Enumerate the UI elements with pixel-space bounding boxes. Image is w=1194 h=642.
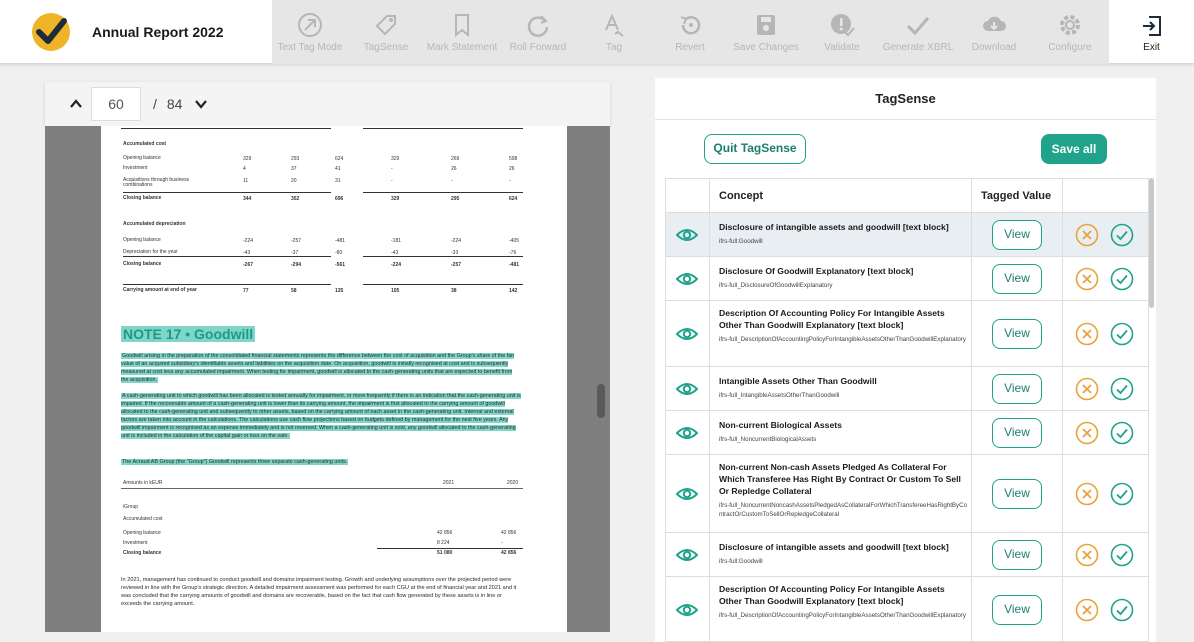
concept-qname: ifrs-full:Goodwill xyxy=(719,238,763,245)
table-row[interactable] xyxy=(666,455,1149,533)
concept-label: Non-current Biological Assets xyxy=(719,420,842,430)
document-table-row: Opening balance -224 -257 -481 -181 -224 -405 xyxy=(123,237,520,244)
bookmark-icon xyxy=(449,12,475,38)
concept-qname: ifrs-full_NoncurrentBiologicalAssets xyxy=(719,436,817,443)
toolbar xyxy=(272,0,1109,64)
reject-icon[interactable] xyxy=(1075,267,1099,291)
table-row[interactable] xyxy=(666,213,1149,257)
panel-scrollbar[interactable] xyxy=(1149,178,1154,308)
concept-qname: ifrs-full_IntangibleAssetsOtherThanGoodwill xyxy=(719,392,840,399)
tool-label: Download xyxy=(971,42,1017,53)
column-concept: Concept xyxy=(719,190,763,202)
document-table-row: Acquisitions through business combinations 11 20 31 - - - xyxy=(123,177,511,188)
table-row[interactable] xyxy=(666,577,1149,642)
concept-cell xyxy=(719,419,969,444)
concept-cell xyxy=(719,221,969,246)
page-separator: / xyxy=(153,96,157,112)
view-button[interactable]: View xyxy=(992,595,1042,625)
concept-label: Non-current Non-cash Assets Pledged As Collateral For Which Transferee Has Right By Contract Or Custom To Sell Or Repledge Collateral xyxy=(719,462,961,496)
reject-icon[interactable] xyxy=(1075,377,1099,401)
tool-label: Validate xyxy=(824,42,860,53)
generate-xbrl-button[interactable] xyxy=(880,0,956,64)
document-table-row: iGroup xyxy=(123,504,139,510)
panel-title: TagSense xyxy=(655,78,1156,120)
quit-tagsense-button[interactable]: Quit TagSense xyxy=(704,134,806,164)
revert-icon xyxy=(677,12,703,38)
tagsense-panel xyxy=(655,78,1156,642)
view-button[interactable]: View xyxy=(992,540,1042,570)
view-button[interactable]: View xyxy=(992,264,1042,294)
concept-label: Disclosure of intangible assets and goodwill [text block] xyxy=(719,542,949,552)
save-icon xyxy=(753,12,779,38)
page-number-input[interactable]: 60 xyxy=(91,87,141,121)
page-navigator xyxy=(45,82,610,126)
revert-button[interactable] xyxy=(652,0,728,64)
validate-button[interactable] xyxy=(804,0,880,64)
text-tag-icon xyxy=(297,12,323,38)
concept-cell xyxy=(719,375,969,400)
amounts-header: Amounts in kEUR 2021 2020 xyxy=(123,480,519,486)
reject-icon[interactable] xyxy=(1075,421,1099,445)
tool-label: Tag xyxy=(605,42,623,53)
document-table-row: Carrying amount at end of year 77 58 135 105 38 142 xyxy=(123,287,518,294)
reject-icon[interactable] xyxy=(1075,543,1099,567)
eye-icon[interactable] xyxy=(676,326,698,342)
document-viewer xyxy=(45,82,610,632)
table-row[interactable] xyxy=(666,257,1149,301)
tool-label: Save Changes xyxy=(733,42,799,53)
column-tagged-value: Tagged Value xyxy=(981,190,1052,202)
accept-icon[interactable] xyxy=(1110,598,1134,622)
eye-icon[interactable] xyxy=(676,602,698,618)
document-frame xyxy=(45,126,610,632)
tool-label: Generate XBRL xyxy=(882,42,954,53)
note-title: NOTE 17 • Goodwill xyxy=(123,326,254,342)
chevron-up-icon[interactable] xyxy=(69,97,83,111)
document-table-row: Accumulated depreciation xyxy=(123,221,186,227)
eye-icon[interactable] xyxy=(676,227,698,243)
accept-icon[interactable] xyxy=(1110,267,1134,291)
tagsense-button[interactable] xyxy=(348,0,424,64)
reject-icon[interactable] xyxy=(1075,322,1099,346)
view-button[interactable]: View xyxy=(992,479,1042,509)
check-icon xyxy=(905,12,931,38)
reject-icon[interactable] xyxy=(1075,223,1099,247)
concept-qname: ifrs-full:Goodwill xyxy=(719,558,763,565)
validate-icon xyxy=(829,12,855,38)
accept-icon[interactable] xyxy=(1110,482,1134,506)
app-logo-icon xyxy=(30,12,72,52)
eye-icon[interactable] xyxy=(676,381,698,397)
document-table-row: Closing balance 51 080 42 856 xyxy=(123,550,517,556)
tool-label: Configure xyxy=(1048,42,1092,53)
concept-qname: ifrs-full_DisclosureOfGoodwillExplanatory xyxy=(719,282,833,289)
view-button[interactable]: View xyxy=(992,374,1042,404)
concept-label: Disclosure Of Goodwill Explanatory [text block] xyxy=(719,266,914,276)
document-table-row: Accumulated cost xyxy=(123,141,167,147)
tag-icon xyxy=(601,12,627,38)
accept-icon[interactable] xyxy=(1110,223,1134,247)
concept-label: Intangible Assets Other Than Goodwill xyxy=(719,376,877,386)
view-button[interactable]: View xyxy=(992,220,1042,250)
gear-icon xyxy=(1057,12,1083,38)
table-row[interactable] xyxy=(666,533,1149,577)
download-icon xyxy=(981,12,1007,38)
paragraph-2: A cash-generating unit to which goodwill has been allocated is tested annually for impairment, or more frequently if there is an indication that the cash-generating unit is impaired. If the recoverable amount of a cash-generating unit is lower than its carrying amount, the impairment is first allocated to the carrying amount of goodwill allocated to the cash-generating unit and subsequently to other assets, based on the carrying amount of each asset in the cash-generating unit. Internal and external factors are taken into account in the calculations. The calculations use cash flow projections based on budgets defined by management for the next five years. Any goodwill impairment is recognised as an expense immediately and is not reversed. When a cash-generating unit is sold, any goodwill allocated to the cash-generating unit is included in the calculation of the capital gain or loss on the sale. xyxy=(121,393,521,439)
chevron-down-icon[interactable] xyxy=(194,97,208,111)
mark-statement-button[interactable] xyxy=(424,0,500,64)
accept-icon[interactable] xyxy=(1110,322,1134,346)
document-table-row: Opening balance 329 293 624 329 269 598 xyxy=(123,155,518,162)
document-scrollbar[interactable] xyxy=(597,384,605,418)
accept-icon[interactable] xyxy=(1110,543,1134,567)
configure-button[interactable] xyxy=(1032,0,1108,64)
concept-label: Description Of Accounting Policy For Intangible Assets Other Than Goodwill Explanatory [text block] xyxy=(719,584,945,606)
document-page[interactable] xyxy=(101,126,567,632)
table-row[interactable] xyxy=(666,411,1149,455)
tool-label: TagSense xyxy=(363,42,409,53)
concept-cell xyxy=(719,541,969,566)
roll-forward-button[interactable] xyxy=(500,0,576,64)
table-header xyxy=(666,179,1149,213)
concept-table xyxy=(665,178,1149,642)
paragraph-1: Goodwill arising in the preparation of the consolidated financial statements represents the difference between the cost of acquisition and the Group's share of the fair value of an acquired subsidiary's identifiable assets and liabilities on the acquisition date. On acquisition, goodwill is initially recognised at cost and is subsequently measured at cost less any accumulated impairment. When testing for impairment, goodwill is allocated to the cash-generating units that are expected to benefit from the acquisition. xyxy=(121,353,515,383)
text-tag-mode-button[interactable] xyxy=(272,0,348,64)
concept-label: Disclosure of intangible assets and goodwill [text block] xyxy=(719,222,949,232)
concept-cell xyxy=(719,461,969,519)
tool-label: Revert xyxy=(675,42,705,53)
tool-label: Text Tag Mode xyxy=(277,42,343,53)
exit-label: Exit xyxy=(1143,42,1160,53)
top-bar xyxy=(0,0,1194,64)
document-table-row: Closing balance -267 -294 -561 -224 -257 -481 xyxy=(123,261,520,268)
tool-label: Roll Forward xyxy=(509,42,567,53)
eye-icon[interactable] xyxy=(676,486,698,502)
paragraph-3: The Acraud AB Group (the "Group") Goodwill represents three separate cash-generating units. xyxy=(122,459,348,465)
exit-button[interactable] xyxy=(1109,0,1194,64)
document-table-row: Investment 8 224 - xyxy=(123,540,503,546)
eye-icon[interactable] xyxy=(676,425,698,441)
download-button[interactable] xyxy=(956,0,1032,64)
eye-icon[interactable] xyxy=(676,547,698,563)
eye-icon[interactable] xyxy=(676,271,698,287)
concept-qname: ifrs-full_NoncurrentNoncashAssetsPledgedAsCollateralForWhichTransfereeHasRightByContractOrCustomToSellOrRepledgeCollateral xyxy=(719,502,968,518)
concept-qname: ifrs-full_DescriptionOfAccountingPolicyForIntangibleAssetsOtherThanGoodwillExplanatory xyxy=(719,336,966,343)
document-table-row: Accumulated cost xyxy=(123,516,163,522)
tool-label: Mark Statement xyxy=(426,42,498,53)
table-row[interactable] xyxy=(666,301,1149,367)
concept-qname: ifrs-full_DescriptionOfAccountingPolicyForIntangibleAssetsOtherThanGoodwillExplanatory xyxy=(719,612,966,619)
accept-icon[interactable] xyxy=(1110,421,1134,445)
view-button[interactable]: View xyxy=(992,319,1042,349)
tagsense-icon xyxy=(373,12,399,38)
document-table-row: Depreciation for the year -43 -37 -80 -43 -33 -76 xyxy=(123,249,517,256)
view-button[interactable]: View xyxy=(992,418,1042,448)
document-table-row: Investment 4 37 41 - 26 26 xyxy=(123,165,515,172)
table-row[interactable] xyxy=(666,367,1149,411)
exit-icon xyxy=(1140,14,1164,38)
paragraph-4: In 2021, management has continued to conduct goodwill and domains impairment testing. Growth and underlying assumptions over the projected period were reviewed in line with the Group's strategic direction. A detailed impairment assessment was performed for each CGU at the end of financial year and 2021 and it was concluded that the carrying amounts of goodwill and domains are recoverable, based on the fact that cash flow generated by these assets is in line or exceeds the carrying amount. xyxy=(121,577,517,607)
accept-icon[interactable] xyxy=(1110,377,1134,401)
save-all-button[interactable]: Save all xyxy=(1041,134,1107,164)
concept-label: Description Of Accounting Policy For Intangible Assets Other Than Goodwill Explanatory [text block] xyxy=(719,308,945,330)
page-total: 84 xyxy=(166,96,183,112)
document-table-row: Opening balance 42 856 42 856 xyxy=(123,530,517,536)
concept-cell xyxy=(719,265,969,290)
app-title: Annual Report 2022 xyxy=(92,24,224,40)
reject-icon[interactable] xyxy=(1075,598,1099,622)
reject-icon[interactable] xyxy=(1075,482,1099,506)
roll-forward-icon xyxy=(525,12,551,38)
save-changes-button[interactable] xyxy=(728,0,804,64)
concept-cell xyxy=(719,307,969,344)
concept-cell xyxy=(719,583,969,620)
tag-button[interactable] xyxy=(576,0,652,64)
document-table-row: Closing balance 344 352 696 329 295 624 xyxy=(123,195,518,202)
